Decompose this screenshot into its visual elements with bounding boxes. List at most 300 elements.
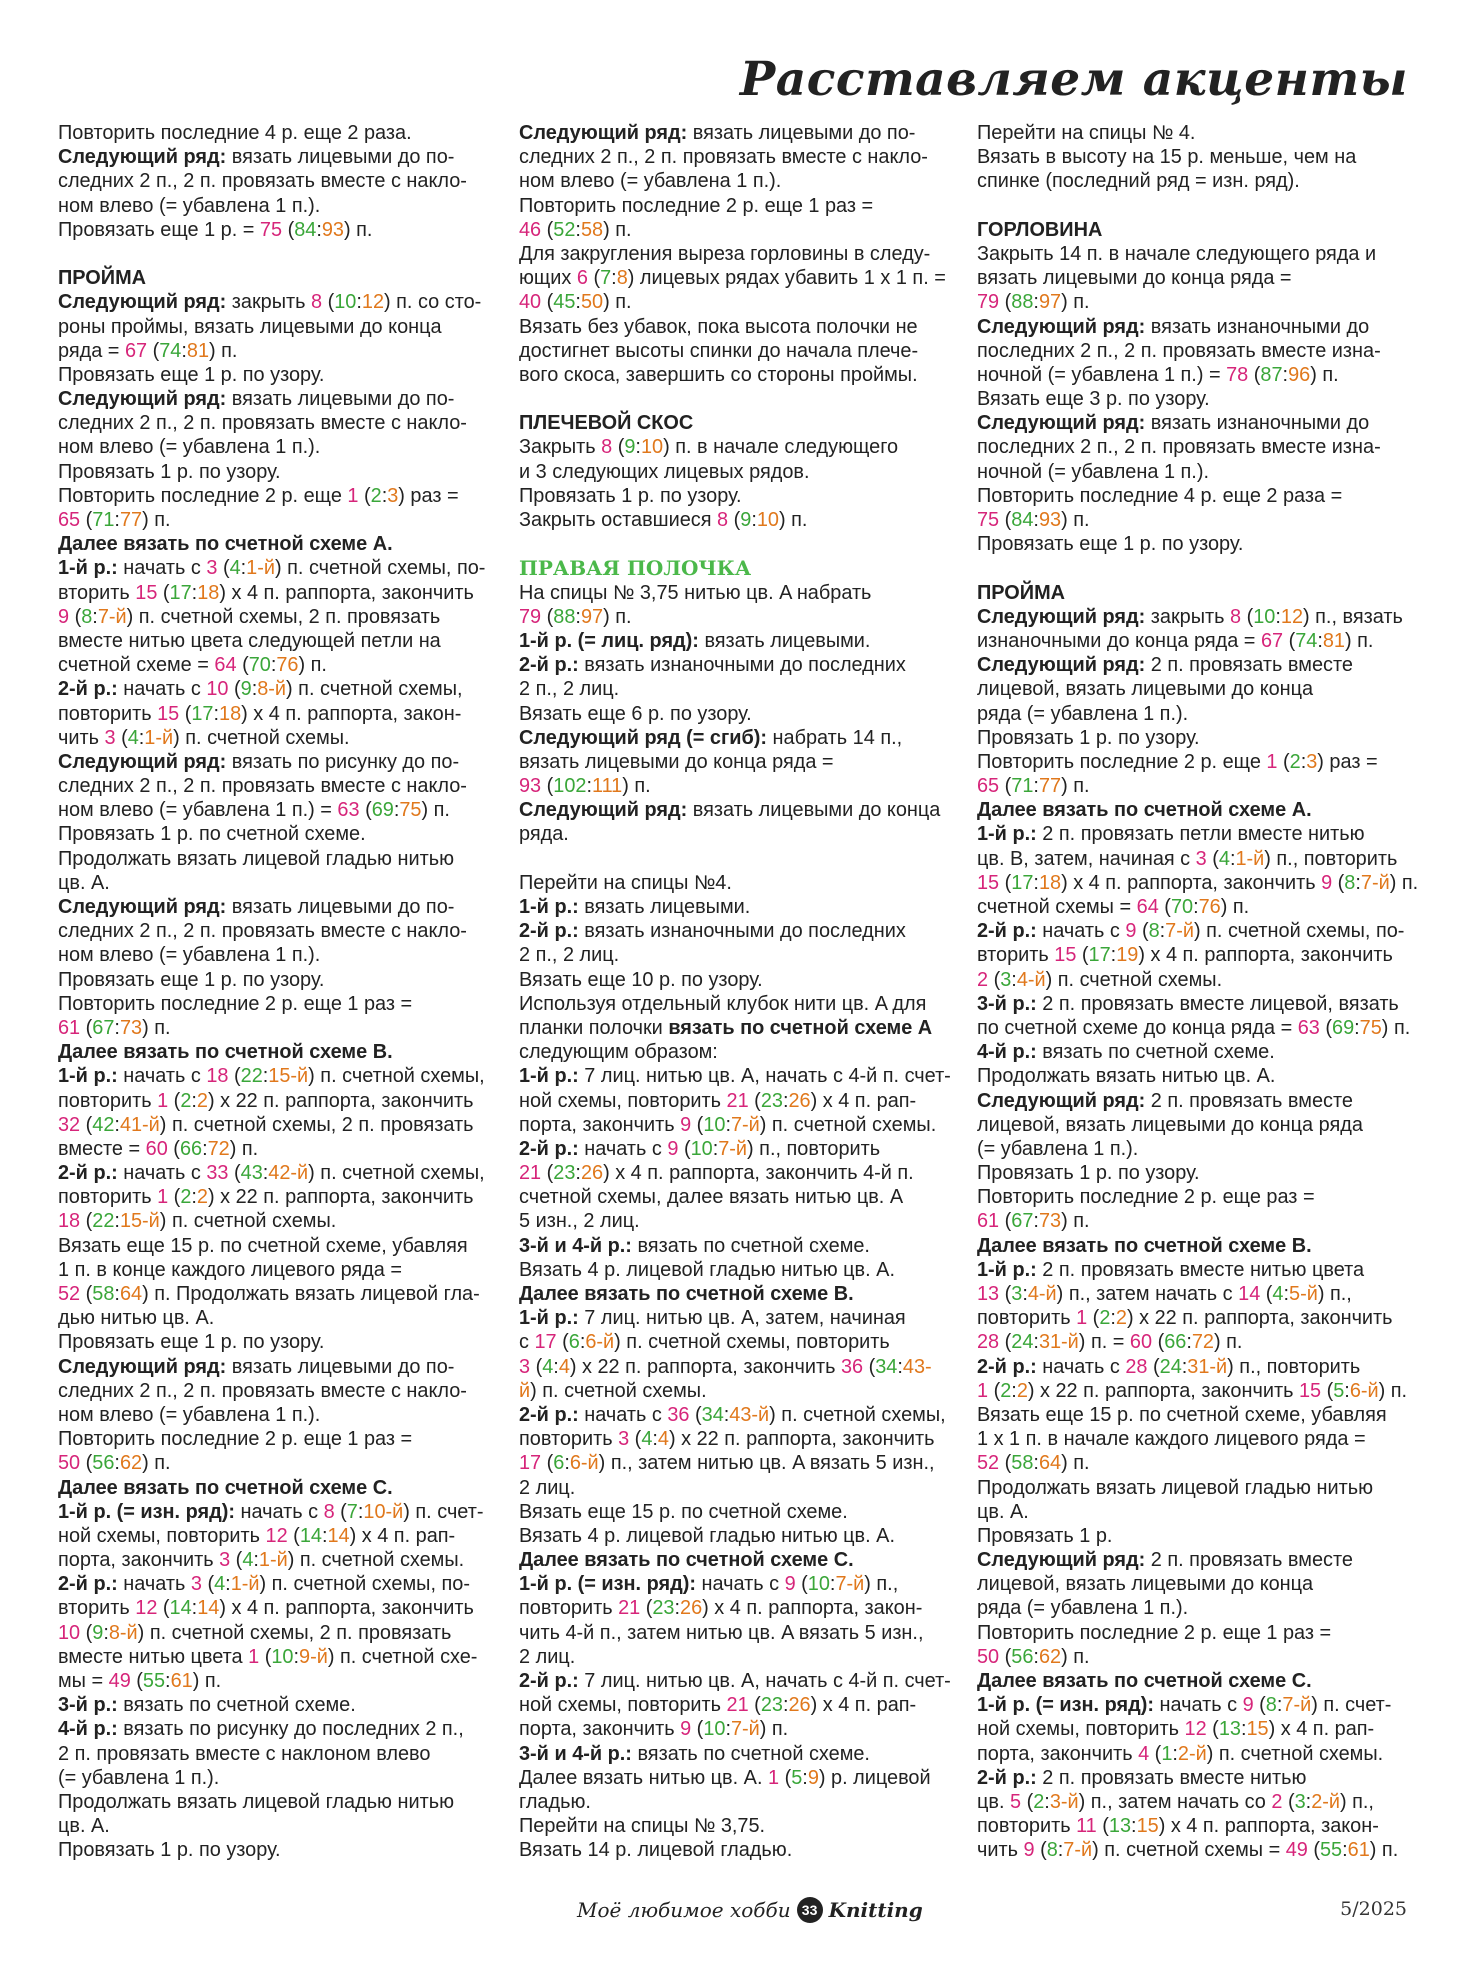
size-number: 26 [788, 1694, 811, 1717]
text-line [977, 1379, 1447, 1403]
size-number: 9-й [299, 1645, 328, 1668]
size-number: 72 [207, 1137, 230, 1160]
emphasis-text: Далее вязать по счетной схеме C. [977, 1670, 1312, 1692]
text-run: Вязать еще 15 р. по счетной схеме. [519, 1500, 848, 1523]
text-line [519, 1161, 989, 1185]
text-line [977, 1693, 1447, 1717]
text-line [519, 677, 989, 701]
text-run: ) п. [603, 218, 632, 241]
size-number: 61 [977, 1210, 1000, 1233]
text-line [519, 460, 989, 484]
text-line [58, 1113, 528, 1137]
size-number: 4 [1138, 1742, 1150, 1765]
text-run: ) п. Продолжать вязать лицевой гла- [142, 1283, 480, 1305]
size-number: 41-й [119, 1113, 160, 1136]
emphasis-text: 2-й р.: [977, 1355, 1037, 1378]
size-number: 2 [1271, 1790, 1283, 1813]
text-run: ( [80, 1016, 93, 1039]
text-run: начать с [117, 1065, 207, 1088]
text-run: Вязать 4 р. лицевой гладью нитью цв. A. [519, 1524, 895, 1547]
text-run: вязать лицевыми до по- [687, 122, 916, 144]
section-heading [58, 1040, 528, 1064]
text-run: ( [795, 1573, 808, 1596]
text-run: ) п. счет- [403, 1500, 484, 1523]
size-number: 74 [159, 339, 182, 362]
size-number: 75 [399, 799, 422, 822]
text-run: Вязать еще 6 р. по узору. [519, 702, 752, 725]
size-number: 2 [180, 1186, 192, 1209]
text-line [519, 1838, 989, 1862]
size-number: 40 [519, 291, 542, 314]
size-number: 34 [701, 1403, 724, 1426]
text-run: порта, закончить [58, 1549, 220, 1572]
text-line [977, 677, 1447, 701]
text-run: : [652, 1428, 658, 1451]
text-run: 2 п. провязать вместе лицевой, вязать [1036, 992, 1399, 1015]
text-line [519, 726, 989, 750]
text-run: ) п. счетной схемы, 2 п. провязать [159, 1113, 474, 1136]
text-line [58, 1524, 528, 1548]
size-number: 18 [219, 702, 242, 725]
text-run: вторить [977, 944, 1055, 967]
text-run: чить [58, 726, 105, 749]
text-line [977, 266, 1447, 290]
text-run: Провязать 1 р. по узору. [58, 460, 281, 483]
text-run: вязать лицевыми. [698, 629, 871, 652]
text-run: 2 п. провязать вместе [1145, 1089, 1353, 1112]
text-run: ( [541, 218, 554, 241]
text-run: Провязать еще 1 р. по узору. [58, 1331, 325, 1354]
size-number: 67 [124, 339, 148, 362]
section-heading [519, 556, 989, 580]
text-run: : [782, 1089, 789, 1112]
text-run: 2 п., 2 лиц. [519, 944, 620, 967]
size-number: 10 [640, 436, 664, 459]
text-run: 1 п. в конце каждого лицевого ряда = [58, 1258, 402, 1281]
text-line [519, 871, 989, 895]
text-run: ной схемы, повторить [519, 1694, 727, 1717]
text-line [58, 1379, 531, 1403]
text-line [519, 484, 989, 508]
size-number: 72 [1191, 1331, 1214, 1354]
text-run: следних 2 п., 2 п. провязать вместе с накло- [58, 170, 467, 193]
text-run: ( [167, 1137, 180, 1160]
text-run: ( [1152, 1331, 1165, 1354]
emphasis-text: 1-й р.: [58, 1065, 118, 1088]
text-run: вязать по счетной схеме. [1036, 1041, 1275, 1064]
text-line [58, 677, 528, 701]
text-run: Провязать 1 р. по узору. [58, 1839, 281, 1862]
text-run: Повторить последние 2 р. еще 1 раз = [519, 194, 874, 217]
size-number: 8-й [108, 1621, 138, 1644]
text-run: 2 п. провязать петли вместе нитью [1036, 823, 1365, 846]
text-run: Провязать еще 1 р. по узору. [977, 533, 1244, 556]
size-number: 71 [1011, 775, 1034, 798]
emphasis-text: 2-й р.: [58, 678, 118, 701]
text-line [58, 726, 528, 750]
text-run: ( [587, 267, 601, 290]
text-run: Провязать 1 р. по счетной схеме. [58, 823, 366, 846]
emphasis-text: 4-й р.: [977, 1041, 1037, 1064]
size-number: 13 [977, 1283, 1000, 1305]
text-run: следних 2 п., 2 п. провязать вместе с накло- [58, 775, 467, 798]
text-line [519, 774, 989, 798]
text-line [977, 387, 1447, 411]
size-number: 18 [206, 1065, 229, 1088]
text-run: ном влево (= убавлена 1 п.). [58, 436, 321, 459]
blank-line [977, 194, 1447, 218]
text-run: : [114, 1016, 120, 1039]
size-number: 45 [553, 291, 576, 314]
emphasis-text: Следующий ряд: [977, 1549, 1146, 1572]
text-run: ( [629, 1428, 642, 1451]
text-run: Вязать еще 3 р. по узору. [977, 388, 1210, 411]
size-number: 32 [58, 1113, 81, 1136]
size-number: 8 [601, 436, 613, 459]
text-run: повторить [58, 702, 158, 725]
text-line [58, 847, 528, 871]
text-run: ( [1034, 1839, 1047, 1862]
text-line [519, 169, 989, 193]
text-run: изнаночными до конца ряда = [977, 629, 1261, 652]
text-line [977, 1355, 1447, 1379]
section-heading [977, 581, 1447, 605]
text-run: ) п., вязать [1303, 605, 1403, 628]
size-number: 65 [977, 775, 1000, 798]
text-line [519, 629, 989, 653]
size-number: 12 [135, 1597, 158, 1620]
emphasis-text: 3-й р.: [58, 1694, 118, 1717]
text-run: начать с [117, 557, 207, 580]
text-line [58, 702, 528, 726]
text-line [58, 194, 528, 218]
size-number: 64 [1136, 896, 1159, 918]
text-run: ряда (= убавлена 1 п.). [977, 1597, 1189, 1620]
text-run: ( [748, 1089, 761, 1112]
text-run: ) п. [603, 605, 632, 628]
text-run: ( [999, 291, 1012, 314]
text-run: ) п. [1061, 509, 1090, 531]
size-number: 58 [580, 218, 604, 241]
emphasis-text: 3-й и 4-й р.: [519, 1234, 632, 1257]
text-line [58, 508, 528, 532]
text-line [519, 1693, 989, 1717]
column-middle [519, 121, 989, 1863]
text-run: ) x 4 п. раппорта, закончить [1061, 871, 1322, 894]
size-number: 49 [108, 1670, 131, 1692]
text-line [519, 1330, 989, 1354]
text-run: ющих [519, 267, 577, 290]
text-run: 2 лиц. [519, 1476, 576, 1499]
size-number: 8 [311, 291, 323, 314]
text-line [58, 1209, 528, 1233]
size-number: 17 [191, 702, 214, 725]
magazine-name: Моё любимое хобби [577, 1898, 791, 1922]
text-run: : [1131, 1815, 1137, 1838]
text-run: ) лицевых рядах убавить 1 x 1 п. = [627, 267, 946, 290]
size-number: 8 [1230, 605, 1242, 628]
text-run: ( [80, 1113, 93, 1136]
text-run: : [1240, 1718, 1247, 1741]
text-run: цв. A. [977, 1500, 1029, 1523]
size-number: 3 [104, 726, 116, 749]
text-run: ) п. счетной схемы = [1092, 1839, 1286, 1862]
size-number: 52 [553, 218, 576, 241]
size-number: 87 [1260, 363, 1283, 386]
text-run: : [262, 1065, 269, 1088]
text-run: ) x 4 п. раппорта, закончить [219, 581, 474, 604]
text-run: начать с [117, 1162, 207, 1185]
text-run: ) п. [1061, 1210, 1090, 1233]
text-line [977, 750, 1447, 774]
text-run: : [782, 1694, 789, 1717]
section-heading [519, 411, 989, 435]
text-run: : [114, 1210, 120, 1233]
text-run: ) п. [1061, 1645, 1090, 1668]
size-number: 9 [1023, 1839, 1035, 1862]
text-run: порта, закончить [519, 1113, 681, 1136]
text-run: ) п. [778, 509, 808, 531]
size-number: 67 [92, 1016, 115, 1039]
size-number: 79 [977, 291, 1000, 314]
text-line [58, 1621, 528, 1645]
text-run: чить 4-й п., затем нитью цв. A вязать 5 изн., [519, 1621, 924, 1644]
text-run: ( [1149, 1742, 1162, 1765]
size-number: 6-й [1349, 1379, 1379, 1402]
size-number: 3 [1000, 968, 1012, 991]
text-line [519, 895, 989, 919]
text-line [519, 145, 989, 169]
text-run: : [1033, 509, 1039, 531]
text-run: : [829, 1573, 836, 1596]
text-run: ) раз = [1317, 750, 1378, 773]
text-line [58, 822, 528, 846]
size-number: 7 [346, 1500, 358, 1523]
text-line [58, 919, 528, 943]
text-run: 2 п. провязать вместе нитью цвета [1036, 1258, 1365, 1281]
text-run: : [553, 1355, 559, 1378]
text-run: вязать лицевыми. [578, 896, 751, 918]
text-run: 2 п. провязать вместе [1145, 654, 1353, 677]
emphasis-text: 2-й р.: [519, 1403, 579, 1426]
size-number: 63 [1297, 1016, 1320, 1039]
footer [577, 1897, 923, 1923]
text-line [58, 750, 528, 774]
text-run: лицевой, вязать лицевыми до конца [977, 678, 1314, 701]
text-line [977, 1596, 1447, 1620]
text-run: : [103, 1621, 109, 1644]
size-number: 10 [1253, 605, 1276, 628]
text-line [58, 169, 528, 193]
text-run: ( [168, 1089, 181, 1112]
text-run: вместе нитью цвета [58, 1645, 249, 1668]
text-line [58, 1742, 528, 1766]
size-number: 102 [553, 775, 587, 798]
blank-line [519, 532, 989, 556]
size-number: 75 [977, 509, 1000, 531]
size-number: 22 [92, 1210, 115, 1233]
size-number: 97 [580, 605, 604, 628]
text-run: закрыть [226, 291, 312, 314]
text-run: набрать 14 п., [767, 726, 903, 749]
text-run: Провязать еще 1 р. = [58, 218, 260, 241]
text-line [58, 435, 528, 459]
size-number: 1 [157, 1089, 169, 1112]
text-run: ( [157, 1597, 170, 1620]
text-line [519, 1355, 989, 1379]
text-run: следних 2 п., 2 п. провязать вместе с накло- [58, 920, 467, 943]
text-line [977, 1476, 1447, 1500]
text-run: ) п., повторить [747, 1137, 881, 1160]
size-number: 2 [1289, 750, 1301, 773]
text-run: цв. A. [58, 871, 110, 894]
size-number: 18 [58, 1210, 81, 1233]
size-number: 5 [791, 1766, 803, 1789]
text-line [977, 1790, 1447, 1814]
text-line [519, 1814, 989, 1838]
text-run: : [1186, 1331, 1192, 1354]
emphasis-text: ПРОЙМА [977, 581, 1066, 604]
size-number: 42 [92, 1113, 115, 1136]
column-right [977, 121, 1447, 1863]
text-run: ( [999, 1331, 1012, 1354]
size-number: 4 [1218, 847, 1230, 870]
text-line [519, 1717, 989, 1741]
text-run: ( [1147, 1355, 1160, 1378]
text-run: вязать лицевыми до конца ряда = [519, 750, 834, 773]
size-number: 36 [840, 1355, 864, 1378]
section-heading [977, 798, 1447, 822]
text-line [977, 968, 1447, 992]
text-run: повторить [58, 1089, 158, 1112]
size-number: 3 [519, 1355, 531, 1378]
text-run: : [751, 509, 757, 531]
emphasis-text: 2-й р.: [519, 920, 579, 943]
size-number: 64 [214, 654, 237, 677]
text-run: повторить [58, 1186, 158, 1209]
text-run: Повторить последние 2 р. еще раз = [977, 1186, 1315, 1209]
size-number: 77 [119, 509, 143, 531]
text-line [977, 943, 1447, 967]
size-number: 2-й [1311, 1790, 1340, 1813]
size-number: 9 [667, 1137, 679, 1160]
text-line [58, 653, 528, 677]
text-run: Закрыть оставшиеся [519, 509, 718, 531]
emphasis-text: 1-й р.: [977, 1258, 1037, 1281]
size-number: 7 [600, 267, 612, 290]
text-run: : [356, 291, 362, 314]
text-line [519, 1500, 989, 1524]
size-number: 4 [542, 1355, 554, 1378]
size-number: 84 [1011, 509, 1034, 531]
size-number: 9 [624, 436, 636, 459]
text-run: : [1282, 363, 1289, 386]
emphasis-text: 2-й р.: [58, 1573, 118, 1596]
text-line [58, 774, 528, 798]
text-line [519, 1379, 989, 1403]
size-number: 61 [170, 1670, 193, 1692]
text-run: ном влево (= убавлена 1 п.). [519, 170, 782, 193]
text-run: ( [1206, 1718, 1219, 1741]
text-run: (= убавлена 1 п.). [58, 1766, 220, 1789]
text-run: ( [168, 1186, 181, 1209]
text-line [58, 968, 528, 992]
text-run: 5 изн., 2 лиц. [519, 1210, 640, 1233]
text-line [58, 629, 528, 653]
text-line [519, 1185, 989, 1209]
text-line [519, 822, 989, 846]
size-number: 4-й [1016, 968, 1046, 991]
text-run: : [92, 605, 98, 628]
text-line [977, 1427, 1447, 1451]
size-number: 63 [337, 799, 360, 822]
text-run: : [1044, 1790, 1050, 1813]
text-line [519, 266, 989, 290]
text-run: ) п., [1339, 1790, 1374, 1813]
size-number: 96 [1288, 363, 1311, 386]
text-line [977, 532, 1447, 556]
size-number: 43 [240, 1162, 263, 1185]
size-number: 81 [186, 339, 210, 362]
emphasis-text: 2-й р.: [977, 1766, 1037, 1789]
text-run: цв. B, затем, начиная с [977, 847, 1196, 870]
text-run: ) раз = [398, 484, 459, 507]
text-line [58, 121, 528, 145]
size-number: 6 [553, 1452, 565, 1475]
emphasis-text: Следующий ряд: [977, 412, 1146, 435]
emphasis-text: Следующий ряд: [977, 654, 1146, 677]
text-run: ( [678, 1137, 691, 1160]
text-run: повторить [977, 1815, 1077, 1838]
size-number: 9 [1321, 871, 1333, 894]
text-line [519, 919, 989, 943]
size-number: 5 [1333, 1379, 1345, 1402]
text-run: ) п. [343, 218, 373, 241]
text-run: Повторить последние 2 р. еще [977, 750, 1267, 773]
text-run: по счетной схеме до конца ряда = [977, 1016, 1298, 1039]
text-run: ) п. [142, 1452, 171, 1475]
text-run: : [802, 1766, 808, 1789]
text-run: ( [236, 654, 249, 677]
blank-line [519, 387, 989, 411]
size-number: 3 [1294, 1790, 1306, 1813]
size-number: 14 [327, 1524, 350, 1547]
text-run: начать с [578, 1137, 668, 1160]
emphasis-text: 1-й р. (= лиц. ряд): [519, 629, 699, 652]
size-number: 4 [229, 557, 241, 580]
text-line [58, 1572, 528, 1596]
size-number: 9 [1242, 1694, 1254, 1717]
text-line [977, 992, 1447, 1016]
text-run: начать с [234, 1500, 324, 1523]
size-number: 14 [1238, 1283, 1261, 1305]
text-run: ) п. счетной схемы, [286, 678, 463, 701]
size-number: 64 [119, 1283, 143, 1305]
text-run: ( [282, 218, 295, 241]
text-run: : [575, 1162, 581, 1185]
text-run: : [1033, 871, 1039, 894]
emphasis-text: ГОРЛОВИНА [977, 218, 1103, 241]
text-run: Повторить последние 2 р. еще 1 раз = [58, 1428, 413, 1451]
emphasis-text: Следующий ряд: [58, 896, 227, 918]
text-run: вязать изнаночными до последних [578, 920, 906, 943]
text-run: последних 2 п., 2 п. провязать вместе изна- [977, 339, 1381, 362]
text-run: Перейти на спицы № 4. [977, 122, 1196, 144]
text-run: и 3 следующих лицевых рядов. [519, 460, 810, 483]
text-run: ) п. счетной схемы. [173, 726, 350, 749]
section-heading [519, 1282, 989, 1306]
emphasis-text: Следующий ряд: [519, 799, 688, 822]
